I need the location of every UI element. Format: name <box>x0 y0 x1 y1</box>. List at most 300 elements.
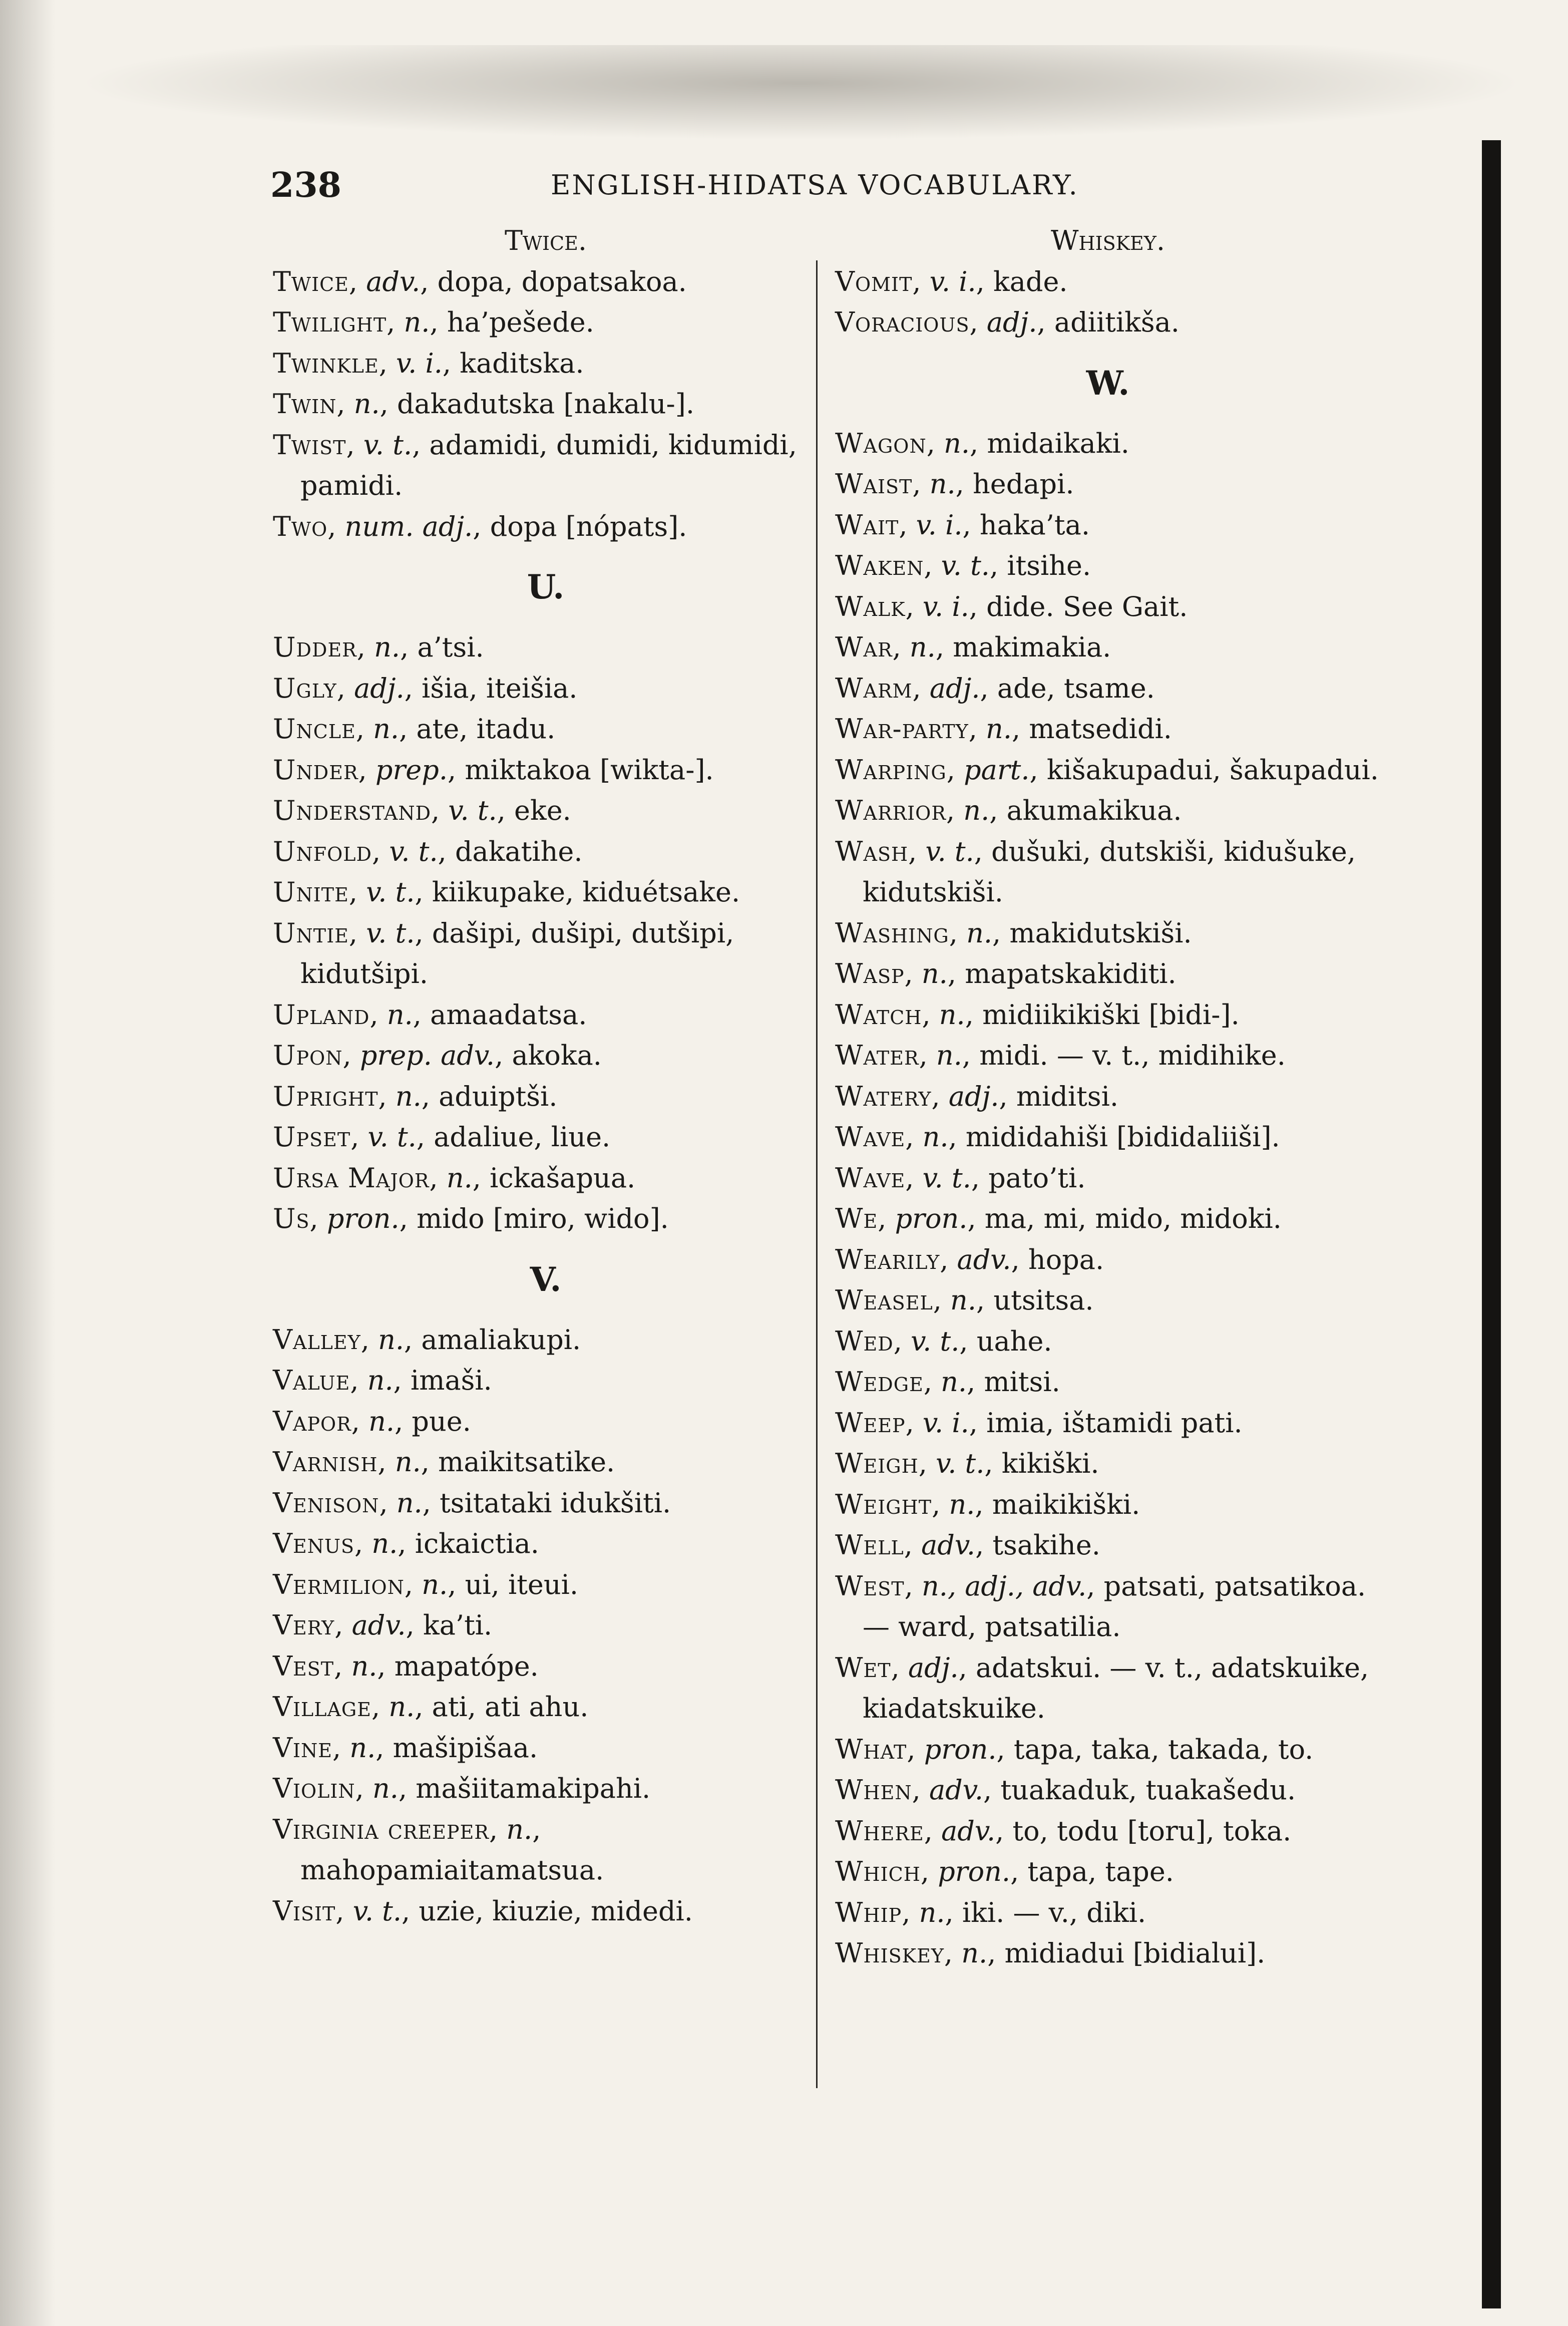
part-of-speech: v. t. <box>389 835 438 867</box>
dictionary-entry: Washing, n., makidutskiši. <box>835 917 1192 949</box>
definition: midaikaki. <box>987 427 1129 459</box>
definition: mašipišaa. <box>393 1732 538 1764</box>
dictionary-entry: Upon, prep. adv., akoka. <box>273 1040 602 1071</box>
definition: eke. <box>514 795 571 826</box>
dictionary-entry: Ugly, adj., išia, iteišia. <box>273 672 578 704</box>
dictionary-entry: Ursa Major, n., ickašapua. <box>273 1162 636 1194</box>
dictionary-entry: Water, n., midi. — v. t., midihike. <box>835 1040 1286 1071</box>
definition: dakatihe. <box>455 835 583 867</box>
dictionary-entry: We, pron., ma, mi, mido, midoki. <box>835 1203 1282 1234</box>
dictionary-entry: Waken, v. t., itsihe. <box>835 550 1091 581</box>
headword: Upon <box>273 1040 343 1071</box>
part-of-speech: n. <box>922 1121 949 1153</box>
dictionary-entry: Vest, n., mapatópe. <box>273 1650 539 1682</box>
definition: maikitsatike. <box>438 1446 615 1478</box>
definition: tapa, tape. <box>1027 1856 1174 1887</box>
dictionary-entry: Voracious, adj., adiitikša. <box>835 306 1180 338</box>
part-of-speech: v. i. <box>922 590 969 622</box>
headword: Wait <box>835 509 899 541</box>
dictionary-entry: Unite, v. t., kiikupake, kiduétsake. <box>273 876 740 908</box>
headword: War <box>835 631 893 663</box>
definition: kišakupadui, šakupadui. <box>1046 754 1379 786</box>
dictionary-entry: Wave, n., mididahiši [bididaliiši]. <box>835 1121 1280 1153</box>
definition: aduiptši. <box>439 1080 558 1112</box>
dictionary-entry: Where, adv., to, todu [toru], toka. <box>835 1815 1292 1847</box>
running-title: ENGLISH-HIDATSA VOCABULARY. <box>551 169 1079 201</box>
entry-list-v <box>273 1319 819 1932</box>
headword: Where <box>835 1815 924 1847</box>
dictionary-entry: Twinkle, v. i., kaditska. <box>273 347 584 379</box>
part-of-speech: adv. <box>941 1815 996 1847</box>
definition: miktakoa [wikta-]. <box>465 754 714 786</box>
part-of-speech: adv. <box>957 1243 1011 1275</box>
definition: kikiški. <box>1001 1448 1099 1479</box>
dictionary-entry: Valley, n., amaliakupi. <box>273 1323 581 1356</box>
dictionary-entry: Vapor, n., pue. <box>273 1405 471 1437</box>
dictionary-entry: Venus, n., ickaictia. <box>273 1528 539 1559</box>
dictionary-entry: Whiskey, n., midiadui [bidialui]. <box>835 1937 1266 1969</box>
dictionary-entry: Wait, v. i., haka’ta. <box>835 509 1090 541</box>
headword: Valley <box>273 1323 361 1356</box>
headword: Washing <box>835 917 949 949</box>
definition: midiikikiški [bidi-]. <box>982 999 1240 1031</box>
part-of-speech: n. <box>374 631 401 663</box>
headword: Twin <box>273 388 337 420</box>
catchword: Whiskey. <box>1050 225 1165 256</box>
dictionary-entry: Udder, n., a’tsi. <box>273 631 484 663</box>
definition: tsitataki idukšiti. <box>440 1487 671 1519</box>
headword: Ugly <box>273 672 337 704</box>
definition: dašipi, dušipi, dutšipi, kidutšipi. <box>300 917 734 989</box>
headword: Vine <box>273 1732 332 1764</box>
part-of-speech: n. <box>386 999 413 1031</box>
part-of-speech: n. <box>919 1896 945 1928</box>
headword: Wagon <box>835 427 927 459</box>
right-column <box>835 220 1381 1974</box>
definition: akumakikua. <box>1006 795 1182 826</box>
headword: Uncle <box>273 713 356 745</box>
dictionary-entry: Untie, v. t., dašipi, dušipi, dutšipi, kidutšipi. <box>273 917 734 989</box>
headword: Warrior <box>835 795 946 826</box>
dictionary-entry: War, n., makimakia. <box>835 631 1111 663</box>
dictionary-entry: Uncle, n., ate, itadu. <box>273 713 556 745</box>
part-of-speech: prep. adv. <box>359 1040 495 1071</box>
part-of-speech: adv. <box>921 1529 976 1561</box>
dictionary-entry: Well, adv., tsakihe. <box>835 1529 1100 1561</box>
definition: haka’ta. <box>979 509 1090 541</box>
headword: When <box>835 1774 912 1806</box>
part-of-speech: n. <box>351 1650 377 1682</box>
headword: Under <box>273 754 358 786</box>
definition: amaadatsa. <box>430 999 587 1031</box>
headword: Wave <box>835 1121 906 1153</box>
headword: Understand <box>273 795 432 826</box>
headword: Twinkle <box>273 347 379 379</box>
headword: Twilight <box>273 306 387 338</box>
definition: itsihe. <box>1007 550 1091 581</box>
part-of-speech: part. <box>964 754 1030 786</box>
headword: Two <box>273 510 328 542</box>
headword: Water <box>835 1040 919 1071</box>
definition: dušuki, dutskiši, kidušuke, kidutskiši. <box>863 835 1356 908</box>
definition: amaliakupi. <box>421 1323 581 1356</box>
part-of-speech: n. <box>353 388 380 420</box>
dictionary-entry: Vomit, v. i., kade. <box>835 265 1068 297</box>
page-number: 238 <box>270 165 341 205</box>
headword: Vomit <box>835 265 913 297</box>
definition: hopa. <box>1028 1243 1104 1275</box>
left-column <box>273 220 819 1931</box>
headword: Venus <box>273 1528 355 1559</box>
definition: ickaictia. <box>415 1528 539 1559</box>
definition: ka’ti. <box>423 1609 493 1641</box>
definition: adatskui. — v. t., adatskuike, kiadatskuike. <box>863 1651 1369 1724</box>
part-of-speech: n. <box>950 1284 976 1316</box>
dictionary-entry: Wave, v. t., pato’ti. <box>835 1162 1086 1194</box>
definition: matsedidi. <box>1029 713 1172 745</box>
headword: Violin <box>273 1773 355 1804</box>
part-of-speech: n., adj., adv. <box>921 1570 1087 1602</box>
definition: ickašapua. <box>490 1162 636 1194</box>
headword: Vapor <box>273 1405 351 1437</box>
part-of-speech: n. <box>939 999 965 1031</box>
definition: iki. — v., diki. <box>962 1896 1146 1928</box>
dictionary-entry: Upland, n., amaadatsa. <box>273 999 587 1031</box>
dictionary-entry: Venison, n., tsitataki idukšiti. <box>273 1487 671 1519</box>
part-of-speech: prep. <box>375 754 448 786</box>
section-heading-v: V. <box>530 1259 562 1299</box>
headword: Very <box>273 1609 335 1641</box>
dictionary-entry: Walk, v. i., dide. See Gait. <box>835 590 1188 622</box>
dictionary-entry: Weasel, n., utsitsa. <box>835 1284 1094 1316</box>
headword: Upright <box>273 1080 378 1112</box>
headword: Whiskey <box>835 1937 944 1969</box>
dictionary-entry: War-party, n., matsedidi. <box>835 713 1172 745</box>
definition: mahopamiaitamatsua. <box>300 1854 604 1886</box>
dictionary-entry: Very, adv., ka’ti. <box>273 1609 493 1641</box>
headword: Untie <box>273 917 349 949</box>
part-of-speech: n. <box>929 468 956 500</box>
part-of-speech: n. <box>371 1528 398 1559</box>
part-of-speech: adv. <box>366 265 421 297</box>
definition: ha’pešede. <box>447 306 594 338</box>
headword: Warping <box>835 754 947 786</box>
part-of-speech: num. adj. <box>344 510 473 542</box>
part-of-speech: v. i. <box>929 265 976 297</box>
headword: Us <box>273 1203 310 1234</box>
dictionary-entry: Wagon, n., midaikaki. <box>835 427 1129 459</box>
part-of-speech: v. i. <box>916 509 963 541</box>
headword: Unfold <box>273 835 372 867</box>
part-of-speech: pron. <box>326 1203 400 1234</box>
definition: dopa, dopatsakoa. <box>437 265 687 297</box>
headword: Whip <box>835 1896 902 1928</box>
dictionary-entry: When, adv., tuakaduk, tuakašedu. <box>835 1774 1296 1806</box>
dictionary-entry: Twin, n., dakadutska [nakalu-]. <box>273 388 694 420</box>
part-of-speech: n. <box>963 795 990 826</box>
dictionary-entry: Visit, v. t., uzie, kiuzie, midedi. <box>273 1895 693 1927</box>
dictionary-entry: West, n., adj., adv., patsati, patsatikoa. — ward, patsatilia. <box>835 1570 1366 1642</box>
entry-list-v-cont <box>835 261 1381 343</box>
definition: ate, itadu. <box>416 713 556 745</box>
headword: Vermilion <box>273 1568 405 1600</box>
definition: dide. See Gait. <box>986 590 1188 622</box>
headword: What <box>835 1733 907 1765</box>
headword: Value <box>273 1365 350 1396</box>
definition: pue. <box>412 1405 471 1437</box>
headword: Varnish <box>273 1446 378 1478</box>
headword: Walk <box>835 590 906 622</box>
definition: ui, iteui. <box>465 1568 579 1600</box>
dictionary-entry: Which, pron., tapa, tape. <box>835 1856 1174 1887</box>
definition: utsitsa. <box>993 1284 1094 1316</box>
headword: Virginia creeper <box>273 1813 489 1845</box>
part-of-speech: adj. <box>948 1080 999 1112</box>
catchword: Twice. <box>504 225 587 256</box>
headword: Wedge <box>835 1366 924 1398</box>
part-of-speech: n. <box>422 1568 448 1600</box>
definition: pato’ti. <box>988 1162 1086 1194</box>
headword: Watery <box>835 1080 932 1112</box>
part-of-speech: pron. <box>895 1203 968 1234</box>
headword: Wash <box>835 835 909 867</box>
headword: Twice <box>273 265 349 297</box>
part-of-speech: v. t. <box>352 1895 402 1927</box>
definition: midiadui [bidialui]. <box>1004 1937 1266 1969</box>
part-of-speech: n. <box>944 427 970 459</box>
part-of-speech: n. <box>941 1366 967 1398</box>
page-edge-shadow <box>0 0 55 2326</box>
headword: Visit <box>273 1895 336 1927</box>
part-of-speech: n. <box>349 1732 376 1764</box>
dictionary-entry: What, pron., tapa, taka, takada, to. <box>835 1733 1314 1765</box>
part-of-speech: n. <box>986 713 1012 745</box>
page-top-smudge <box>75 45 1527 140</box>
part-of-speech: n. <box>966 917 993 949</box>
dictionary-entry: Us, pron., mido [miro, wido]. <box>273 1203 669 1234</box>
part-of-speech: v. t. <box>366 876 415 908</box>
page-header <box>270 165 1472 210</box>
headword: Unite <box>273 876 349 908</box>
dictionary-entry: Two, num. adj., dopa [nópats]. <box>273 510 687 542</box>
dictionary-entry: Under, prep., miktakoa [wikta-]. <box>273 754 714 786</box>
headword: Vest <box>273 1650 334 1682</box>
definition: uahe. <box>976 1325 1052 1357</box>
definition: kiikupake, kiduétsake. <box>432 876 740 908</box>
definition: midi. — v. t., midihike. <box>979 1040 1286 1071</box>
part-of-speech: v. i. <box>396 347 443 379</box>
part-of-speech: n. <box>378 1323 405 1356</box>
part-of-speech: n. <box>404 306 430 338</box>
part-of-speech: n. <box>909 631 936 663</box>
definition: mido [miro, wido]. <box>417 1203 669 1234</box>
definition: ati, ati ahu. <box>432 1691 589 1723</box>
dictionary-entry: Watery, adj., miditsi. <box>835 1080 1119 1112</box>
dictionary-entry: Warping, part., kišakupadui, šakupadui. <box>835 754 1379 786</box>
entry-list-w <box>835 423 1381 1974</box>
dictionary-entry: Weep, v. i., imia, ištamidi pati. <box>835 1407 1243 1439</box>
headword: Well <box>835 1529 904 1561</box>
definition: tuakaduk, tuakašedu. <box>1000 1774 1296 1806</box>
headword: West <box>835 1570 905 1602</box>
part-of-speech: pron. <box>938 1856 1011 1887</box>
definition: adaliue, liue. <box>434 1121 611 1153</box>
headword: Waist <box>835 468 913 500</box>
headword: Which <box>835 1856 921 1887</box>
headword: Warm <box>835 672 913 704</box>
dictionary-entry: Twice, adv., dopa, dopatsakoa. <box>273 265 687 297</box>
dictionary-entry: Value, n., imaši. <box>273 1365 492 1396</box>
headword: Venison <box>273 1487 379 1519</box>
definition: mapatópe. <box>394 1650 539 1682</box>
definition: kaditska. <box>460 347 584 379</box>
part-of-speech: v. t. <box>448 795 497 826</box>
dictionary-entry: Wet, adj., adatskui. — v. t., adatskuike, kiadatskuike. <box>835 1651 1369 1724</box>
part-of-speech: adv. <box>351 1609 406 1641</box>
definition: adiitikša. <box>1054 306 1180 338</box>
definition: makimakia. <box>953 631 1111 663</box>
headword: Weight <box>835 1488 932 1520</box>
part-of-speech: n. <box>446 1162 473 1194</box>
part-of-speech: v. t. <box>925 835 974 867</box>
definition: kade. <box>993 265 1068 297</box>
definition: mašiitamakipahi. <box>416 1773 651 1804</box>
definition: maikikiški. <box>992 1488 1140 1520</box>
part-of-speech: v. t. <box>911 1325 960 1357</box>
binding-edge <box>1482 140 1501 2308</box>
definition: adamidi, dumidi, kidumidi, pamidi. <box>300 429 797 501</box>
definition: ade, tsame. <box>997 672 1155 704</box>
dictionary-entry: Vine, n., mašipišaa. <box>273 1732 538 1764</box>
dictionary-entry: Village, n., ati, ati ahu. <box>273 1691 589 1723</box>
definition: hedapi. <box>972 468 1074 500</box>
definition: akoka. <box>512 1040 602 1071</box>
dictionary-entry: Wash, v. t., dušuki, dutskiši, kidušuke, kidutskiši. <box>835 835 1356 908</box>
part-of-speech: n. <box>395 1446 421 1478</box>
dictionary-entry: Upright, n., aduiptši. <box>273 1080 558 1112</box>
dictionary-entry: Wedge, n., mitsi. <box>835 1366 1060 1398</box>
headword: Wave <box>835 1162 906 1194</box>
dictionary-entry: Vermilion, n., ui, iteui. <box>273 1568 579 1600</box>
part-of-speech: n. <box>368 1405 395 1437</box>
part-of-speech: adj. <box>929 672 980 704</box>
dictionary-entry: Waist, n., hedapi. <box>835 468 1074 500</box>
headword: Wet <box>835 1651 891 1684</box>
definition: mitsi. <box>984 1366 1060 1398</box>
dictionary-entry: Wearily, adv., hopa. <box>835 1243 1104 1275</box>
definition: a’tsi. <box>417 631 484 663</box>
headword: We <box>835 1203 878 1234</box>
definition: dakadutska [nakalu-]. <box>397 388 694 420</box>
definition: imia, ištamidi pati. <box>986 1407 1243 1439</box>
part-of-speech: v. t. <box>366 917 415 949</box>
part-of-speech: n. <box>506 1813 533 1845</box>
part-of-speech: pron. <box>924 1733 997 1765</box>
part-of-speech: n. <box>921 958 948 989</box>
dictionary-entry: Virginia creeper, n., mahopamiaitamatsua. <box>273 1813 604 1886</box>
part-of-speech: v. i. <box>922 1407 969 1439</box>
headword: Watch <box>835 999 922 1031</box>
definition: imaši. <box>411 1365 492 1396</box>
part-of-speech: v. t. <box>363 429 413 461</box>
dictionary-entry: Warm, adj., ade, tsame. <box>835 672 1155 704</box>
dictionary-entry: Weigh, v. t., kikiški. <box>835 1448 1099 1479</box>
dictionary-entry: Upset, v. t., adaliue, liue. <box>273 1121 611 1153</box>
part-of-speech: n. <box>961 1937 988 1969</box>
headword: Ursa Major <box>273 1162 430 1194</box>
headword: Wed <box>835 1325 894 1357</box>
part-of-speech: n. <box>373 713 400 745</box>
part-of-speech: v. t. <box>922 1162 971 1194</box>
part-of-speech: v. t. <box>936 1448 985 1479</box>
headword: Voracious <box>835 306 970 338</box>
part-of-speech: adj. <box>908 1651 959 1684</box>
headword: Weasel <box>835 1284 933 1316</box>
definition: to, todu [toru], toka. <box>1012 1815 1292 1847</box>
part-of-speech: n. <box>936 1040 962 1071</box>
headword: Upland <box>273 999 370 1031</box>
part-of-speech: n. <box>367 1365 394 1396</box>
definition: patsati, patsatikoa. — ward, patsatilia. <box>863 1570 1366 1642</box>
definition: makidutskiši. <box>1009 917 1192 949</box>
definition: išia, iteišia. <box>422 672 578 704</box>
definition: ma, mi, mido, midoki. <box>984 1203 1282 1234</box>
part-of-speech: n. <box>388 1691 415 1723</box>
dictionary-entry: Varnish, n., maikitsatike. <box>273 1446 615 1478</box>
part-of-speech: n. <box>395 1080 422 1112</box>
definition: tapa, taka, takada, to. <box>1013 1733 1314 1765</box>
dictionary-entry: Understand, v. t., eke. <box>273 795 571 826</box>
part-of-speech: v. t. <box>367 1121 417 1153</box>
entry-list-u <box>273 627 819 1239</box>
part-of-speech: n. <box>396 1487 423 1519</box>
dictionary-entry: Weight, n., maikikiški. <box>835 1488 1140 1520</box>
headword: War-party <box>835 713 969 745</box>
part-of-speech: adj. <box>986 306 1037 338</box>
headword: Waken <box>835 550 924 581</box>
part-of-speech: n. <box>949 1488 975 1520</box>
definition: tsakihe. <box>992 1529 1100 1561</box>
part-of-speech: v. t. <box>941 550 990 581</box>
headword: Wasp <box>835 958 905 989</box>
section-heading-u: U. <box>527 567 565 606</box>
dictionary-entry: Twist, v. t., adamidi, dumidi, kidumidi, pamidi. <box>273 429 797 501</box>
dictionary-entry: Watch, n., midiikikiški [bidi-]. <box>835 999 1240 1031</box>
definition: mididahiši [bididaliiši]. <box>965 1121 1280 1153</box>
definition: dopa [nópats]. <box>490 510 687 542</box>
definition: miditsi. <box>1016 1080 1119 1112</box>
entry-list-t <box>273 261 819 547</box>
dictionary-entry: Warrior, n., akumakikua. <box>835 795 1182 826</box>
headword: Wearily <box>835 1243 940 1275</box>
dictionary-entry: Unfold, v. t., dakatihe. <box>273 835 583 867</box>
headword: Village <box>273 1691 372 1723</box>
part-of-speech: n. <box>372 1773 399 1804</box>
headword: Weep <box>835 1407 906 1439</box>
section-heading-w: W. <box>1086 363 1130 403</box>
dictionary-entry: Violin, n., mašiitamakipahi. <box>273 1773 651 1804</box>
headword: Weigh <box>835 1448 919 1479</box>
headword: Udder <box>273 631 357 663</box>
headword: Upset <box>273 1121 351 1153</box>
definition: uzie, kiuzie, midedi. <box>419 1895 693 1927</box>
dictionary-entry: Twilight, n., ha’pešede. <box>273 306 594 338</box>
dictionary-entry: Whip, n., iki. — v., diki. <box>835 1896 1146 1928</box>
dictionary-entry: Wasp, n., mapatskakiditi. <box>835 958 1177 989</box>
definition: mapatskakiditi. <box>965 958 1177 989</box>
part-of-speech: adj. <box>354 672 405 704</box>
dictionary-entry: Wed, v. t., uahe. <box>835 1325 1052 1357</box>
